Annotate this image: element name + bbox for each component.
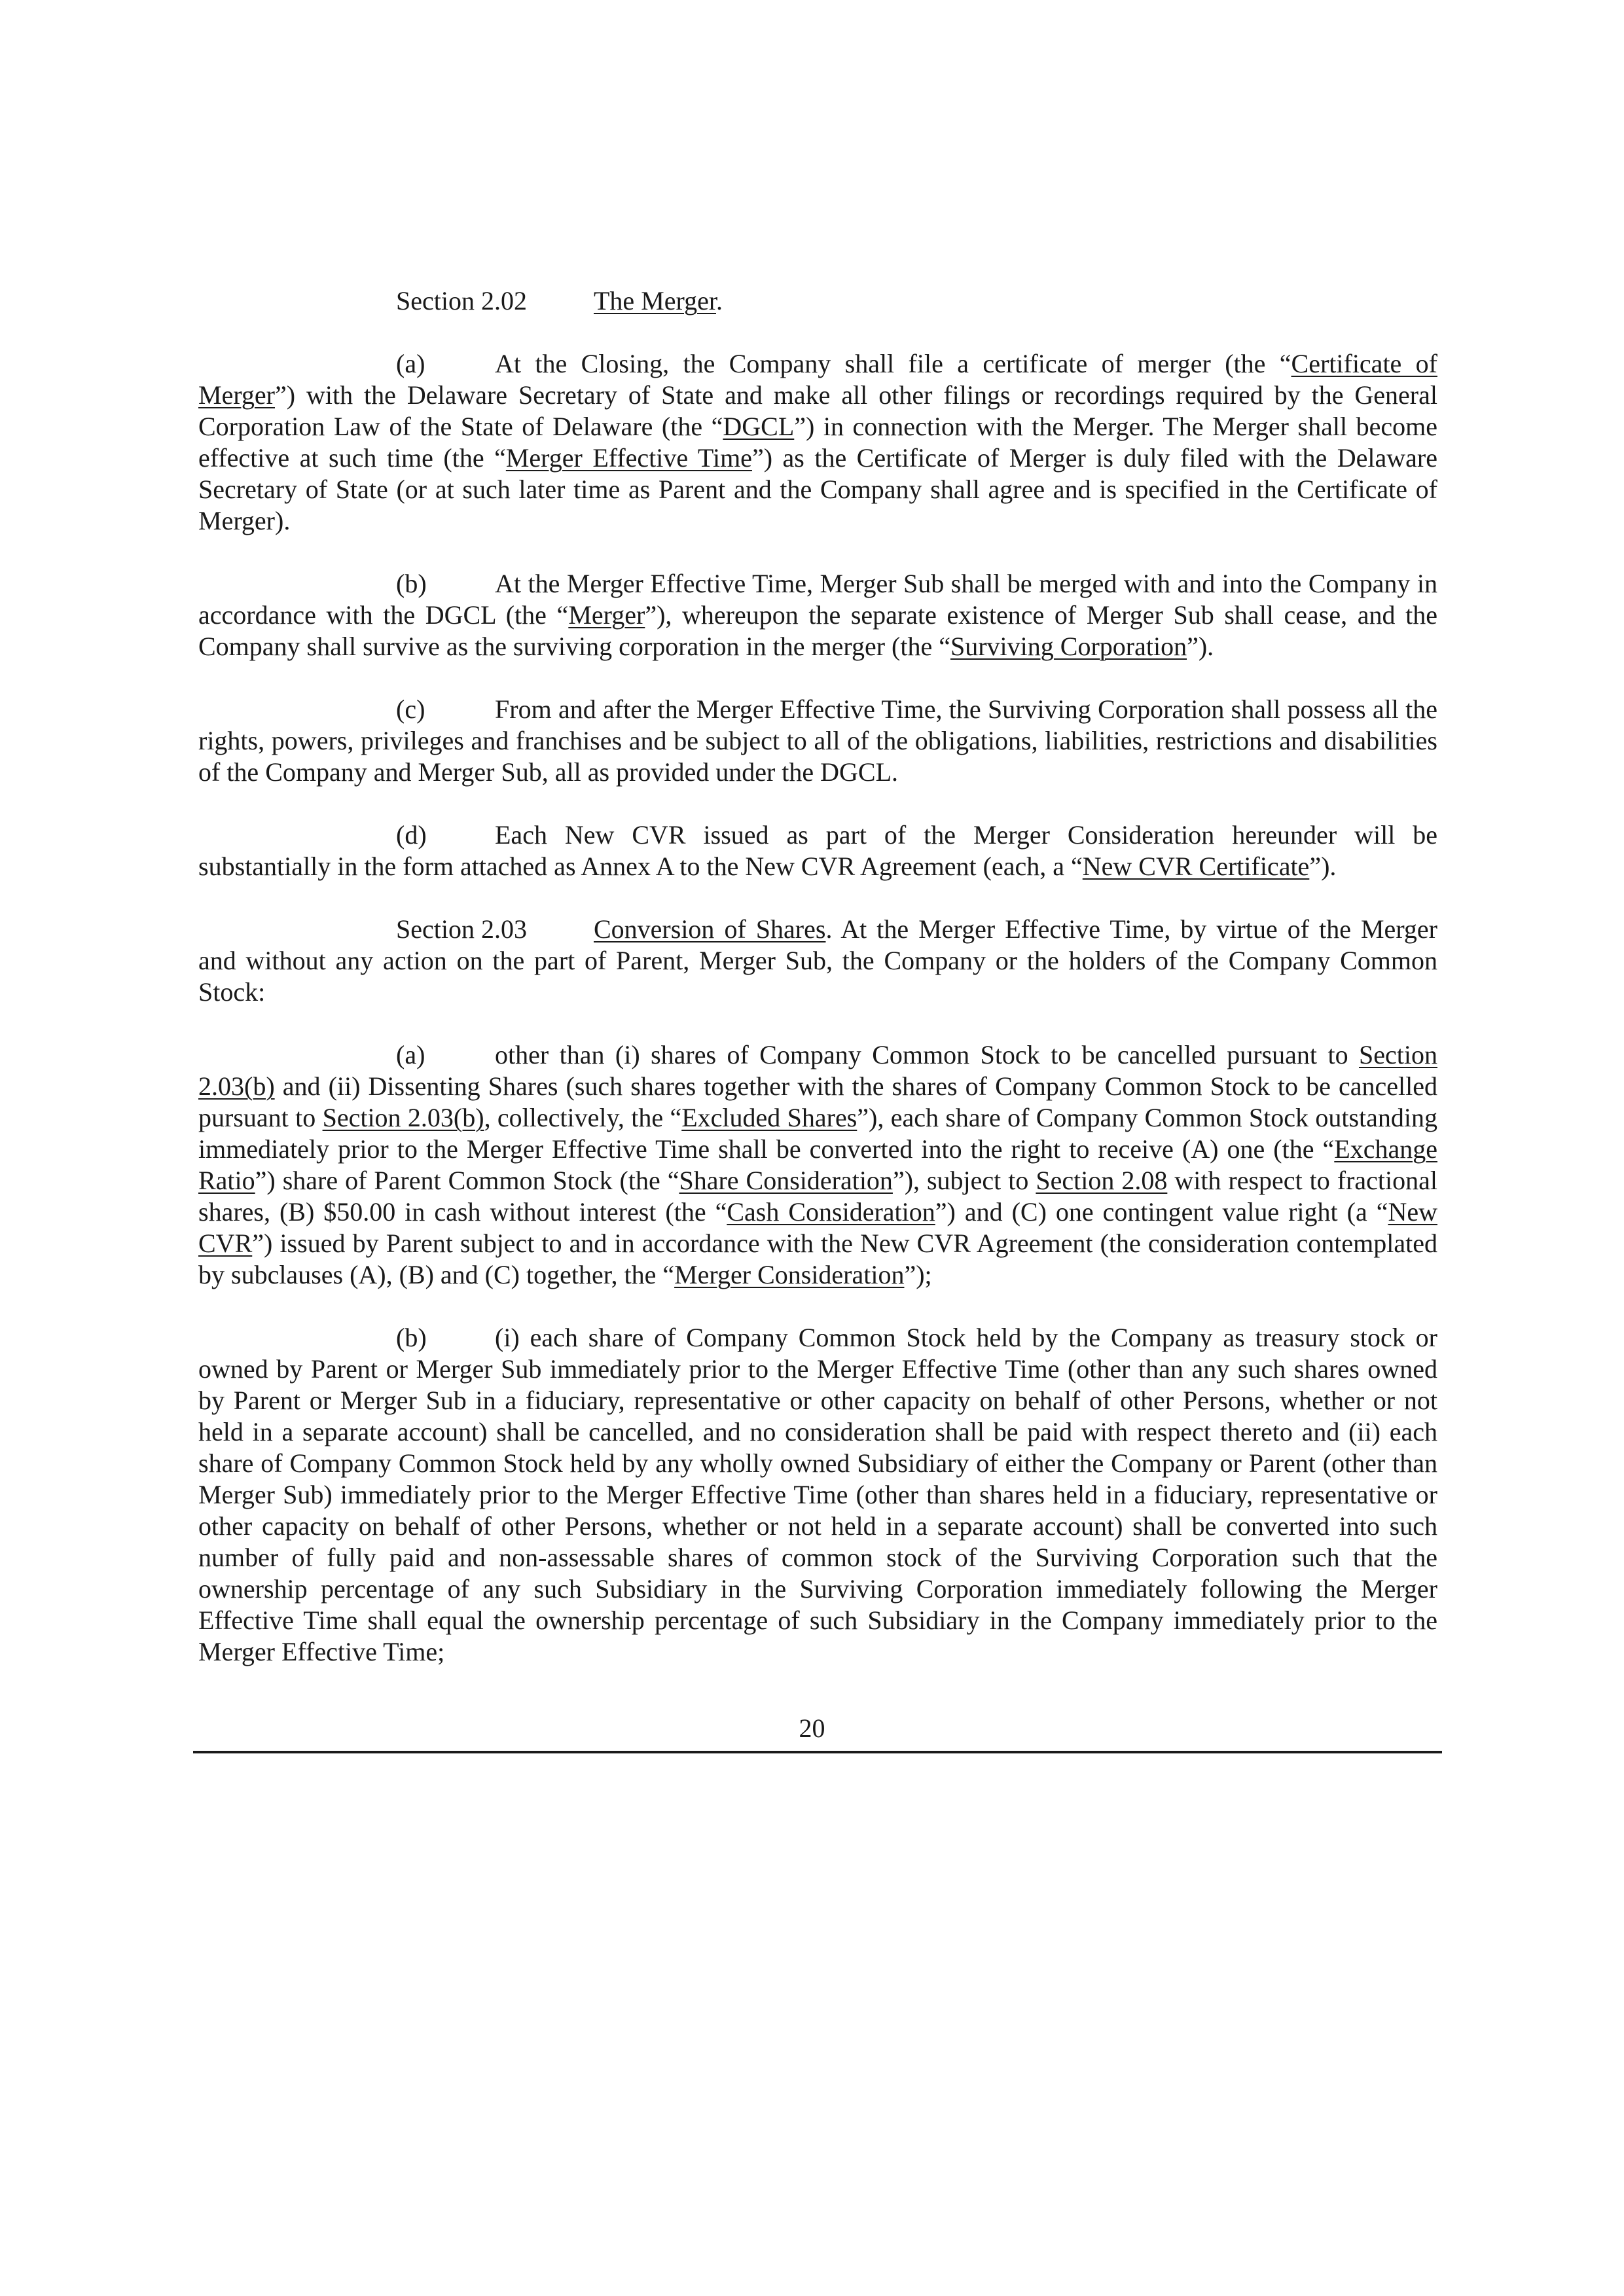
- cross-reference: Section 2.03(b): [322, 1103, 484, 1132]
- defined-term: Merger Effective Time: [505, 443, 752, 473]
- paragraph-2-02-d: (d) Each New CVR issued as part of the Merger Consideration hereunder will be substantially in the form attached as Annex A to the New CVR Agreement (each, a “New CVR Certificate”).: [198, 820, 1437, 881]
- section-title: The Merger: [594, 286, 716, 315]
- section-2-02-heading: Section 2.02 The Merger.: [396, 286, 723, 315]
- paragraph-2-02-c: (c) From and after the Merger Effective Time, the Surviving Corporation shall possess all the rights, powers, privileges and franchises and be subject to all of the obligations, liabilities, restrictions and disabilities of the Company and Merger Sub, all as provided under the DGCL.: [198, 694, 1437, 787]
- paragraph-label: (d): [396, 820, 427, 850]
- defined-term: Exchange Ratio: [198, 1134, 1437, 1195]
- defined-term: DGCL: [723, 412, 795, 441]
- defined-term: Cash Consideration: [727, 1197, 935, 1227]
- section-2-03-paragraph: Section 2.03 Conversion of Shares. At the Merger Effective Time, by virtue of the Merger and without any action on the part of Parent, Merger Sub, the Company or the holders of the Company Common Stock:: [198, 914, 1437, 1007]
- cross-reference: Section 2.03(b): [198, 1040, 1437, 1101]
- paragraph-label: (b): [396, 1323, 427, 1352]
- defined-term: Merger Consideration: [674, 1260, 905, 1289]
- defined-term: Excluded Shares: [681, 1103, 857, 1132]
- paragraph-label: (b): [396, 569, 427, 598]
- page-number: 20: [799, 1713, 825, 1743]
- defined-term: Share Consideration: [679, 1166, 893, 1195]
- footer-rule: [193, 1751, 1442, 1753]
- defined-term: Merger: [568, 600, 645, 630]
- paragraph-label: (a): [396, 1040, 425, 1069]
- defined-term: New CVR Certificate: [1082, 852, 1310, 881]
- paragraph-2-02-a: (a) At the Closing, the Company shall file a certificate of merger (the “Certificate of Merger”) with the Delaware Secretary of State and make all other filings or recordings required by the General Corporation Law of the State of Delaware (the “DGCL”) in connection with the Merger. The Merger shall become effective at such time (the “Merger Effective Time”) as the Certificate of Merger is duly filed with the Delaware Secretary of State (or at such later time as Parent and the Company shall agree and is specified in the Certificate of Merger).: [198, 349, 1437, 535]
- cross-reference: Section 2.08: [1036, 1166, 1168, 1195]
- paragraph-2-03-a: (a) other than (i) shares of Company Common Stock to be cancelled pursuant to Section 2.03(b) and (ii) Dissenting Shares (such shares together with the shares of Company Common Stock to be cancelled pursuant to Section 2.03(b), collectively, the “Excluded Shares”), each share of Company Common Stock outstanding immediately prior to the Merger Effective Time shall be converted into the right to receive (A) one (the “Exchange Ratio”) share of Parent Common Stock (the “Share Consideration”), subject to Section 2.08 with respect to fractional shares, (B) $50.00 in cash without interest (the “Cash Consideration”) and (C) one contingent value right (a “New CVR”) issued by Parent subject to and in accordance with the New CVR Agreement (the consideration contemplated by subclauses (A), (B) and (C) together, the “Merger Consideration”);: [198, 1040, 1438, 1289]
- defined-term: New CVR: [198, 1197, 1438, 1258]
- section-title: Conversion of Shares: [594, 914, 826, 944]
- section-number: Section 2.03: [396, 914, 527, 944]
- paragraph-label: (c): [396, 694, 425, 724]
- paragraph-label: (a): [396, 349, 425, 378]
- document-body: [198, 285, 1437, 1668]
- defined-term: Certificate of Merger: [198, 349, 1437, 410]
- defined-term: Surviving Corporation: [950, 632, 1187, 661]
- paragraph-2-03-b: (b) (i) each share of Company Common Stock held by the Company as treasury stock or owned by Parent or Merger Sub immediately prior to the Merger Effective Time (other than any such shares owned by Parent or Merger Sub in a fiduciary, representative or other capacity on behalf of other Persons, whether or not held in a separate account) shall be cancelled, and no consideration shall be paid with respect thereto and (ii) each share of Company Common Stock held by any wholly owned Subsidiary of either the Company or Parent (other than Merger Sub) immediately prior to the Merger Effective Time (other than shares held in a fiduciary, representative or other capacity on behalf of other Persons, whether or not held in a separate account) shall be converted into such number of fully paid and non-assessable shares of common stock of the Surviving Corporation such that the ownership percentage of any such Subsidiary in the Surviving Corporation immediately following the Merger Effective Time shall equal the ownership percentage of such Subsidiary in the Company immediately prior to the Merger Effective Time;: [198, 1323, 1437, 1666]
- paragraph-2-02-b: (b) At the Merger Effective Time, Merger Sub shall be merged with and into the Company in accordance with the DGCL (the “Merger”), whereupon the separate existence of Merger Sub shall cease, and the Company shall survive as the surviving corporation in the merger (the “Surviving Corporation”).: [198, 569, 1437, 661]
- section-number: Section 2.02: [396, 286, 527, 315]
